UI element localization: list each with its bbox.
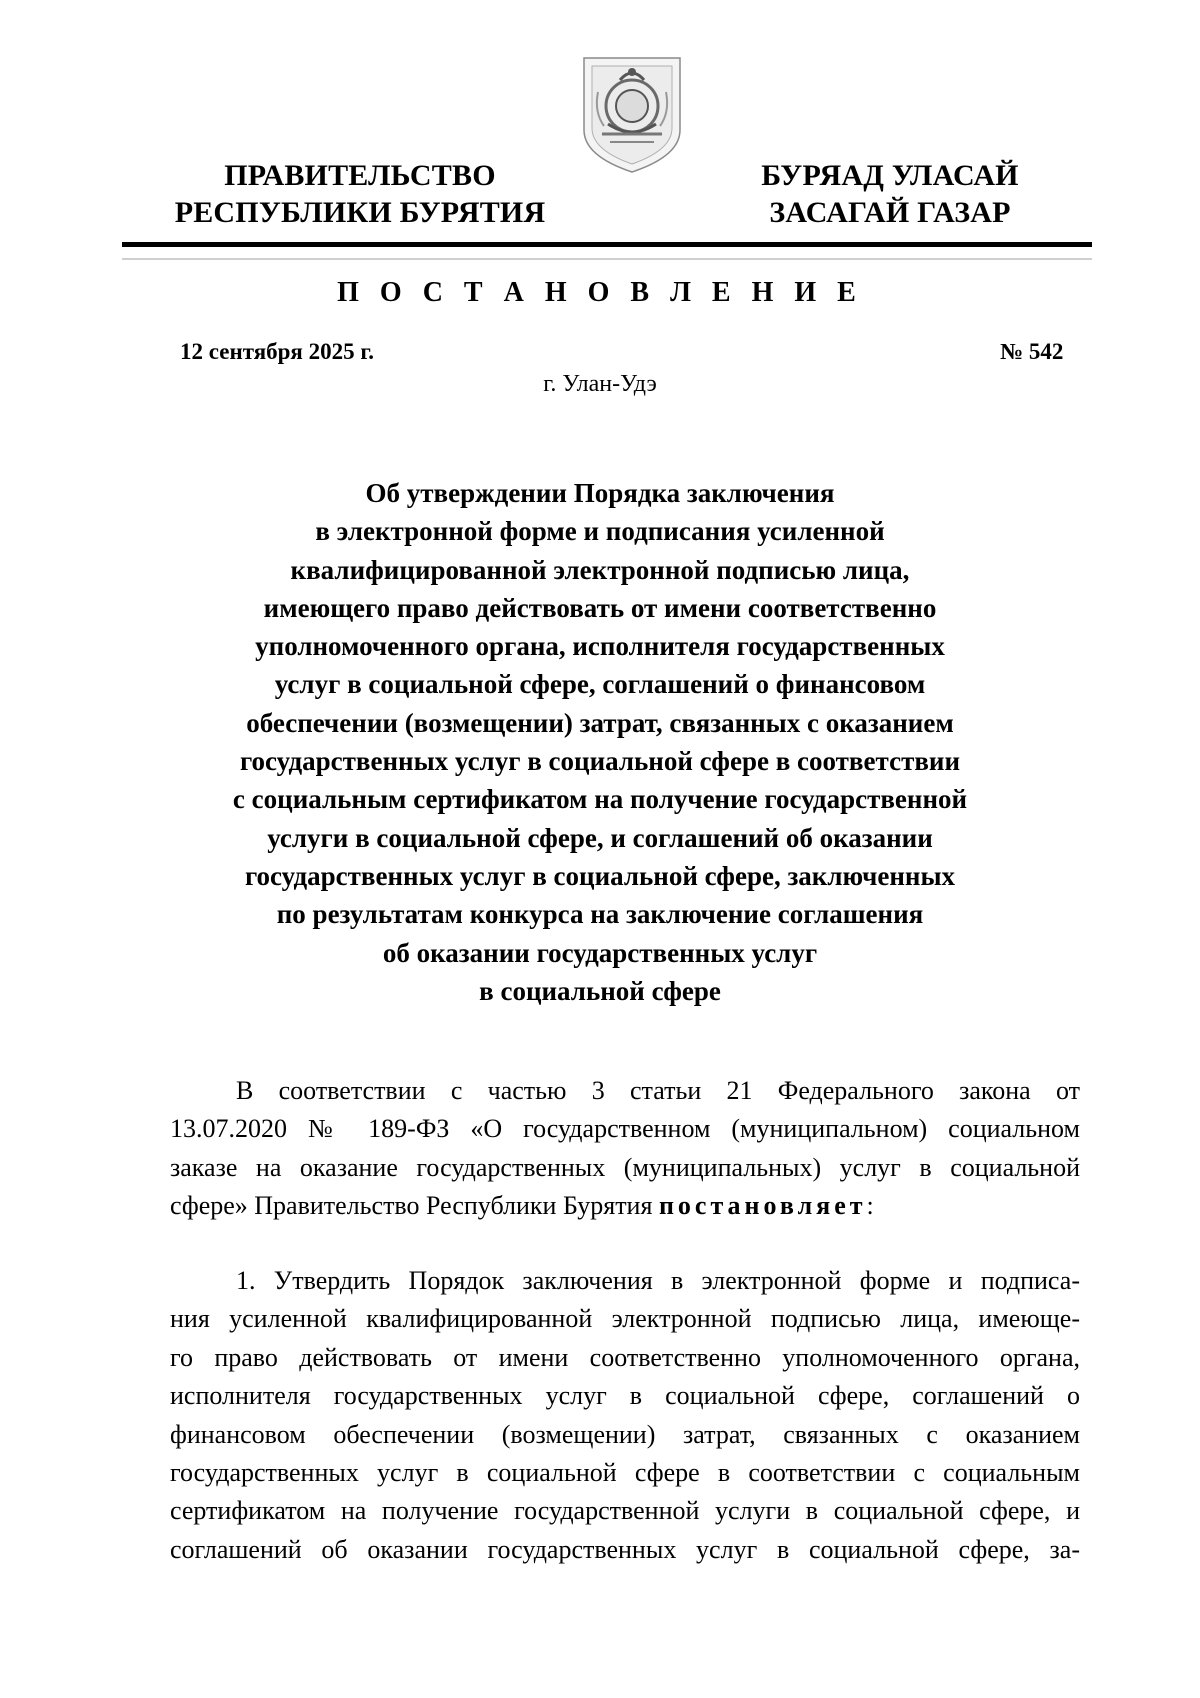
title-line: государственных услуг в социальной сфере, заключенных bbox=[244, 860, 956, 891]
government-name-buryat-line-2: ЗАСАГАЙ ГАЗАР bbox=[769, 196, 1011, 229]
title-line: Об утверждении Порядка заключения bbox=[365, 478, 835, 508]
government-name-buryat-line-1: БУРЯАД УЛАСАЙ bbox=[761, 159, 1019, 192]
clause-1-line: соглашений об оказании государственных услуг в социальной сфере, за- bbox=[170, 1534, 1080, 1564]
clause-1-line: сертификатом на получение государственной услуги в социальной сфере, и bbox=[170, 1496, 1080, 1526]
government-name-russian bbox=[170, 157, 550, 231]
clause-1-line: 1. Утвердить Порядок заключения в электронной форме и подписа- bbox=[236, 1266, 1080, 1295]
document-place: г. Улан-Удэ bbox=[543, 371, 657, 397]
preamble-line-start: сфере» Правительство Республики Бурятия bbox=[170, 1191, 659, 1221]
title-line: услуги в социальной сфере, и соглашений об оказании bbox=[267, 822, 933, 853]
title-line: квалифицированной электронной подписью лица, bbox=[290, 554, 910, 585]
header-divider-thick bbox=[122, 242, 1092, 247]
clause-1-line: государственных услуг в социальной сфере в соответствии с социальным bbox=[170, 1458, 1080, 1488]
preamble-line-end: : bbox=[866, 1191, 874, 1221]
title-line: по результатам конкурса на заключение соглашения bbox=[276, 899, 924, 930]
title-line: имеющего право действовать от имени соответственно bbox=[263, 592, 937, 623]
clause-1-line: финансовом обеспечении (возмещении) затрат, связанных с оказанием bbox=[170, 1419, 1080, 1449]
title-line: обеспечении (возмещении) затрат, связанных с оказанием bbox=[246, 707, 954, 738]
clause-1-line: го право действовать от имени соответственно уполномоченного органа, bbox=[170, 1342, 1080, 1372]
resolves-word: постановляет bbox=[658, 1191, 867, 1221]
preamble-line: заказе на оказание государственных (муниципальных) услуг в социальной bbox=[170, 1152, 1080, 1182]
coat-of-arms-icon bbox=[580, 52, 684, 174]
title-line: услуг в социальной сфере, соглашений о финансовом bbox=[274, 669, 926, 700]
preamble-paragraph bbox=[170, 1072, 1080, 1226]
clause-1-paragraph bbox=[170, 1262, 1080, 1569]
preamble-line: В соответствии с частью 3 статьи 21 Федерального закона от bbox=[236, 1076, 1080, 1105]
document-date: 12 сентября 2025 г. bbox=[180, 339, 374, 364]
document-type: П О С Т А Н О В Л Е Н И Е bbox=[337, 277, 863, 308]
government-name-buryat bbox=[740, 157, 1040, 231]
clause-1-line: ния усиленной квалифицированной электронной подписью лица, имеюще- bbox=[170, 1304, 1080, 1334]
title-line: в социальной сфере bbox=[479, 975, 721, 1006]
preamble-line: 13.07.2020 № 189-ФЗ «О государственном (муниципальном) социальном bbox=[170, 1114, 1080, 1144]
title-line: государственных услуг в социальной сфере в соответствии bbox=[239, 746, 961, 777]
title-line: об оказании государственных услуг bbox=[382, 937, 818, 968]
title-line: уполномоченного органа, исполнителя государственных bbox=[255, 631, 945, 662]
document-number: № 542 bbox=[1000, 339, 1064, 364]
title-line: с социальным сертификатом на получение государственной bbox=[232, 784, 968, 815]
preamble-last-line bbox=[170, 1187, 1080, 1225]
header-divider-thin bbox=[122, 258, 1092, 260]
government-name-line-2: РЕСПУБЛИКИ БУРЯТИЯ bbox=[174, 196, 546, 229]
document-title bbox=[170, 474, 1030, 1010]
government-name-line-1: ПРАВИТЕЛЬСТВО bbox=[224, 159, 496, 192]
clause-1-line: исполнителя государственных услуг в социальной сфере, соглашений о bbox=[170, 1381, 1080, 1411]
title-line: в электронной форме и подписания усиленной bbox=[315, 516, 885, 547]
